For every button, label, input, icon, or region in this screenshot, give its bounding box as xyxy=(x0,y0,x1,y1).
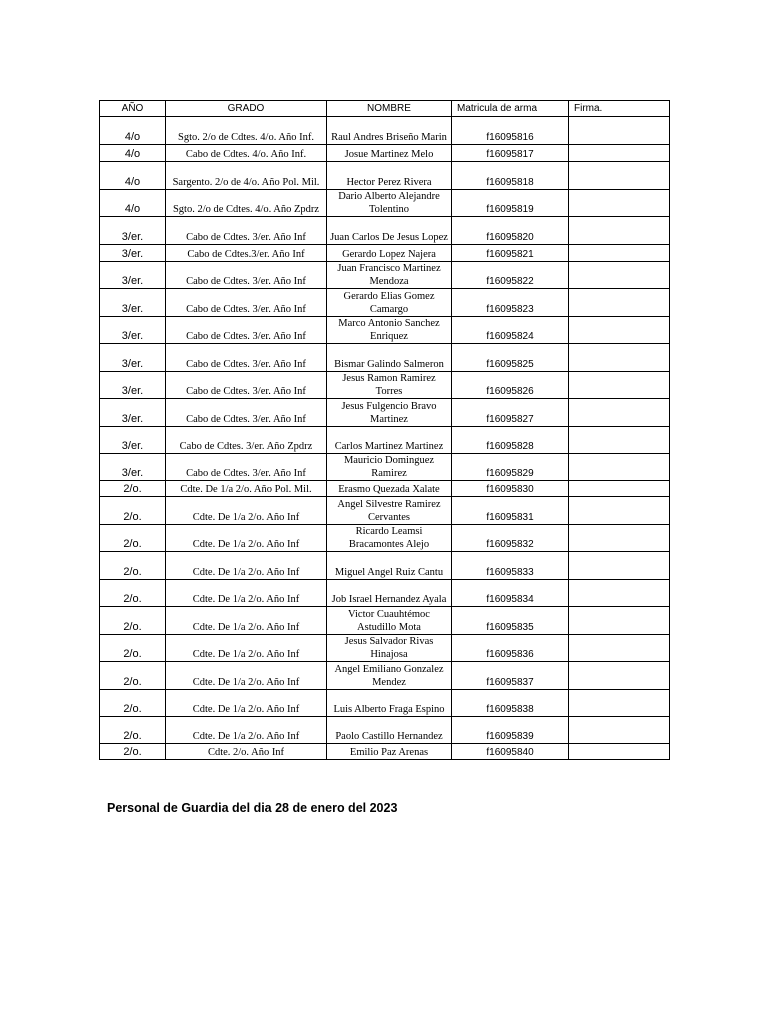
table-row xyxy=(100,717,670,744)
row-nombre: Josue Martinez Melo xyxy=(327,145,452,162)
row-nombre: Paolo Castillo Hernandez xyxy=(327,717,452,744)
row-anio: 2/o. xyxy=(100,481,166,497)
row-anio: 3/er. xyxy=(100,372,166,399)
row-matricula: f16095835 xyxy=(452,607,569,635)
row-matricula: f16095829 xyxy=(452,454,569,481)
row-matricula: f16095821 xyxy=(452,245,569,262)
row-matricula: f16095831 xyxy=(452,497,569,525)
row-nombre: Raul Andres Briseño Marin xyxy=(327,117,452,145)
row-matricula: f16095820 xyxy=(452,217,569,245)
row-matricula: f16095818 xyxy=(452,162,569,190)
row-grado: Sgto. 2/o de Cdtes. 4/o. Año Zpdrz xyxy=(166,190,327,217)
row-matricula: f16095819 xyxy=(452,190,569,217)
table-row xyxy=(100,317,670,344)
row-firma-cell xyxy=(569,117,670,145)
row-matricula: f16095825 xyxy=(452,344,569,372)
row-firma-cell xyxy=(569,717,670,744)
row-nombre: Emilio Paz Arenas xyxy=(327,744,452,760)
row-firma-cell xyxy=(569,497,670,525)
row-matricula: f16095836 xyxy=(452,635,569,662)
row-grado: Cabo de Cdtes. 3/er. Año Inf xyxy=(166,454,327,481)
row-matricula: f16095839 xyxy=(452,717,569,744)
table-row xyxy=(100,525,670,552)
row-nombre: Ricardo Leamsi Bracamontes Alejo xyxy=(327,525,452,552)
row-grado: Cdte. De 1/a 2/o. Año Inf xyxy=(166,607,327,635)
row-nombre: Jesus Ramon Ramirez Torres xyxy=(327,372,452,399)
row-anio: 3/er. xyxy=(100,245,166,262)
row-matricula: f16095840 xyxy=(452,744,569,760)
row-matricula: f16095817 xyxy=(452,145,569,162)
header-firma: Firma. xyxy=(569,101,670,117)
row-anio: 2/o. xyxy=(100,552,166,580)
row-firma-cell xyxy=(569,399,670,427)
table-row xyxy=(100,217,670,245)
row-firma-cell xyxy=(569,427,670,454)
row-grado: Sgto. 2/o de Cdtes. 4/o. Año Inf. xyxy=(166,117,327,145)
row-grado: Cabo de Cdtes.3/er. Año Inf xyxy=(166,245,327,262)
row-nombre: Angel Silvestre Ramirez Cervantes xyxy=(327,497,452,525)
table-row xyxy=(100,145,670,162)
table-row xyxy=(100,690,670,717)
row-anio: 4/o xyxy=(100,190,166,217)
row-nombre: Angel Emiliano Gonzalez Mendez xyxy=(327,662,452,690)
row-anio: 3/er. xyxy=(100,317,166,344)
row-firma-cell xyxy=(569,481,670,497)
table-row xyxy=(100,245,670,262)
row-grado: Cdte. De 1/a 2/o. Año Inf xyxy=(166,717,327,744)
row-nombre: Dario Alberto Alejandre Tolentino xyxy=(327,190,452,217)
row-anio: 2/o. xyxy=(100,635,166,662)
row-anio: 3/er. xyxy=(100,427,166,454)
row-firma-cell xyxy=(569,690,670,717)
row-firma-cell xyxy=(569,744,670,760)
table-row xyxy=(100,607,670,635)
row-nombre: Marco Antonio Sanchez Enriquez xyxy=(327,317,452,344)
guard-roster-table xyxy=(99,100,670,760)
row-nombre: Hector Perez Rivera xyxy=(327,162,452,190)
row-grado: Cdte. De 1/a 2/o. Año Pol. Mil. xyxy=(166,481,327,497)
row-matricula: f16095838 xyxy=(452,690,569,717)
row-anio: 4/o xyxy=(100,162,166,190)
row-grado: Cdte. De 1/a 2/o. Año Inf xyxy=(166,552,327,580)
row-anio: 2/o. xyxy=(100,690,166,717)
row-firma-cell xyxy=(569,162,670,190)
row-matricula: f16095833 xyxy=(452,552,569,580)
row-grado: Cdte. De 1/a 2/o. Año Inf xyxy=(166,690,327,717)
header-matricula: Matricula de arma xyxy=(452,101,569,117)
row-firma-cell xyxy=(569,344,670,372)
row-nombre: Juan Carlos De Jesus Lopez xyxy=(327,217,452,245)
row-anio: 2/o. xyxy=(100,607,166,635)
row-anio: 2/o. xyxy=(100,497,166,525)
row-grado: Cabo de Cdtes. 3/er. Año Inf xyxy=(166,217,327,245)
row-anio: 4/o xyxy=(100,117,166,145)
header-grado: GRADO xyxy=(166,101,327,117)
row-anio: 4/o xyxy=(100,145,166,162)
row-matricula: f16095826 xyxy=(452,372,569,399)
row-anio: 3/er. xyxy=(100,289,166,317)
row-matricula: f16095824 xyxy=(452,317,569,344)
row-grado: Cabo de Cdtes. 3/er. Año Inf xyxy=(166,372,327,399)
table-row xyxy=(100,481,670,497)
row-nombre: Gerardo Elias Gomez Camargo xyxy=(327,289,452,317)
table-row xyxy=(100,635,670,662)
row-nombre: Miguel Angel Ruiz Cantu xyxy=(327,552,452,580)
row-grado: Cdte. De 1/a 2/o. Año Inf xyxy=(166,525,327,552)
row-grado: Cabo de Cdtes. 3/er. Año Inf xyxy=(166,344,327,372)
row-anio: 3/er. xyxy=(100,454,166,481)
row-grado: Cdte. De 1/a 2/o. Año Inf xyxy=(166,497,327,525)
row-anio: 2/o. xyxy=(100,744,166,760)
table-row xyxy=(100,497,670,525)
table-row xyxy=(100,162,670,190)
row-firma-cell xyxy=(569,552,670,580)
row-anio: 3/er. xyxy=(100,262,166,289)
table-row xyxy=(100,744,670,760)
row-firma-cell xyxy=(569,525,670,552)
row-grado: Cdte. De 1/a 2/o. Año Inf xyxy=(166,662,327,690)
row-anio: 3/er. xyxy=(100,217,166,245)
row-firma-cell xyxy=(569,454,670,481)
guard-date-caption: Personal de Guardia del dia 28 de enero del 2023 xyxy=(107,801,398,815)
row-firma-cell xyxy=(569,662,670,690)
header-nombre: NOMBRE xyxy=(327,101,452,117)
row-firma-cell xyxy=(569,317,670,344)
row-firma-cell xyxy=(569,190,670,217)
table-row xyxy=(100,427,670,454)
table-row xyxy=(100,117,670,145)
table-row xyxy=(100,344,670,372)
table-row xyxy=(100,190,670,217)
row-firma-cell xyxy=(569,372,670,399)
row-matricula: f16095827 xyxy=(452,399,569,427)
row-grado: Cdte. De 1/a 2/o. Año Inf xyxy=(166,635,327,662)
row-grado: Cabo de Cdtes. 3/er. Año Zpdrz xyxy=(166,427,327,454)
table-row xyxy=(100,552,670,580)
row-anio: 2/o. xyxy=(100,580,166,607)
row-grado: Cabo de Cdtes. 3/er. Año Inf xyxy=(166,399,327,427)
row-matricula: f16095834 xyxy=(452,580,569,607)
row-matricula: f16095822 xyxy=(452,262,569,289)
row-nombre: Job Israel Hernandez Ayala xyxy=(327,580,452,607)
table-row xyxy=(100,399,670,427)
row-grado: Cabo de Cdtes. 4/o. Año Inf. xyxy=(166,145,327,162)
table-row xyxy=(100,262,670,289)
row-nombre: Victor Cuauhtémoc Astudillo Mota xyxy=(327,607,452,635)
row-anio: 3/er. xyxy=(100,344,166,372)
row-anio: 3/er. xyxy=(100,399,166,427)
row-nombre: Mauricio Dominguez Ramirez xyxy=(327,454,452,481)
row-grado: Sargento. 2/o de 4/o. Año Pol. Mil. xyxy=(166,162,327,190)
row-firma-cell xyxy=(569,289,670,317)
row-grado: Cdte. 2/o. Año Inf xyxy=(166,744,327,760)
table-row xyxy=(100,289,670,317)
row-matricula: f16095816 xyxy=(452,117,569,145)
header-anio: AÑO xyxy=(100,101,166,117)
row-firma-cell xyxy=(569,635,670,662)
row-firma-cell xyxy=(569,245,670,262)
row-matricula: f16095837 xyxy=(452,662,569,690)
row-firma-cell xyxy=(569,607,670,635)
row-firma-cell xyxy=(569,217,670,245)
row-nombre: Juan Francisco Martinez Mendoza xyxy=(327,262,452,289)
row-firma-cell xyxy=(569,145,670,162)
row-grado: Cdte. De 1/a 2/o. Año Inf xyxy=(166,580,327,607)
row-nombre: Erasmo Quezada Xalate xyxy=(327,481,452,497)
row-firma-cell xyxy=(569,262,670,289)
row-grado: Cabo de Cdtes. 3/er. Año Inf xyxy=(166,262,327,289)
table-row xyxy=(100,580,670,607)
table-row xyxy=(100,454,670,481)
row-anio: 2/o. xyxy=(100,662,166,690)
row-firma-cell xyxy=(569,580,670,607)
row-grado: Cabo de Cdtes. 3/er. Año Inf xyxy=(166,317,327,344)
row-grado: Cabo de Cdtes. 3/er. Año Inf xyxy=(166,289,327,317)
row-anio: 2/o. xyxy=(100,717,166,744)
table-row xyxy=(100,662,670,690)
row-nombre: Gerardo Lopez Najera xyxy=(327,245,452,262)
row-nombre: Bismar Galindo Salmeron xyxy=(327,344,452,372)
row-matricula: f16095830 xyxy=(452,481,569,497)
row-nombre: Jesus Fulgencio Bravo Martinez xyxy=(327,399,452,427)
row-anio: 2/o. xyxy=(100,525,166,552)
row-nombre: Jesus Salvador Rivas Hinajosa xyxy=(327,635,452,662)
table-row xyxy=(100,372,670,399)
table-header-row xyxy=(100,101,670,117)
row-nombre: Carlos Martinez Martinez xyxy=(327,427,452,454)
row-matricula: f16095832 xyxy=(452,525,569,552)
row-matricula: f16095823 xyxy=(452,289,569,317)
row-matricula: f16095828 xyxy=(452,427,569,454)
row-nombre: Luis Alberto Fraga Espino xyxy=(327,690,452,717)
